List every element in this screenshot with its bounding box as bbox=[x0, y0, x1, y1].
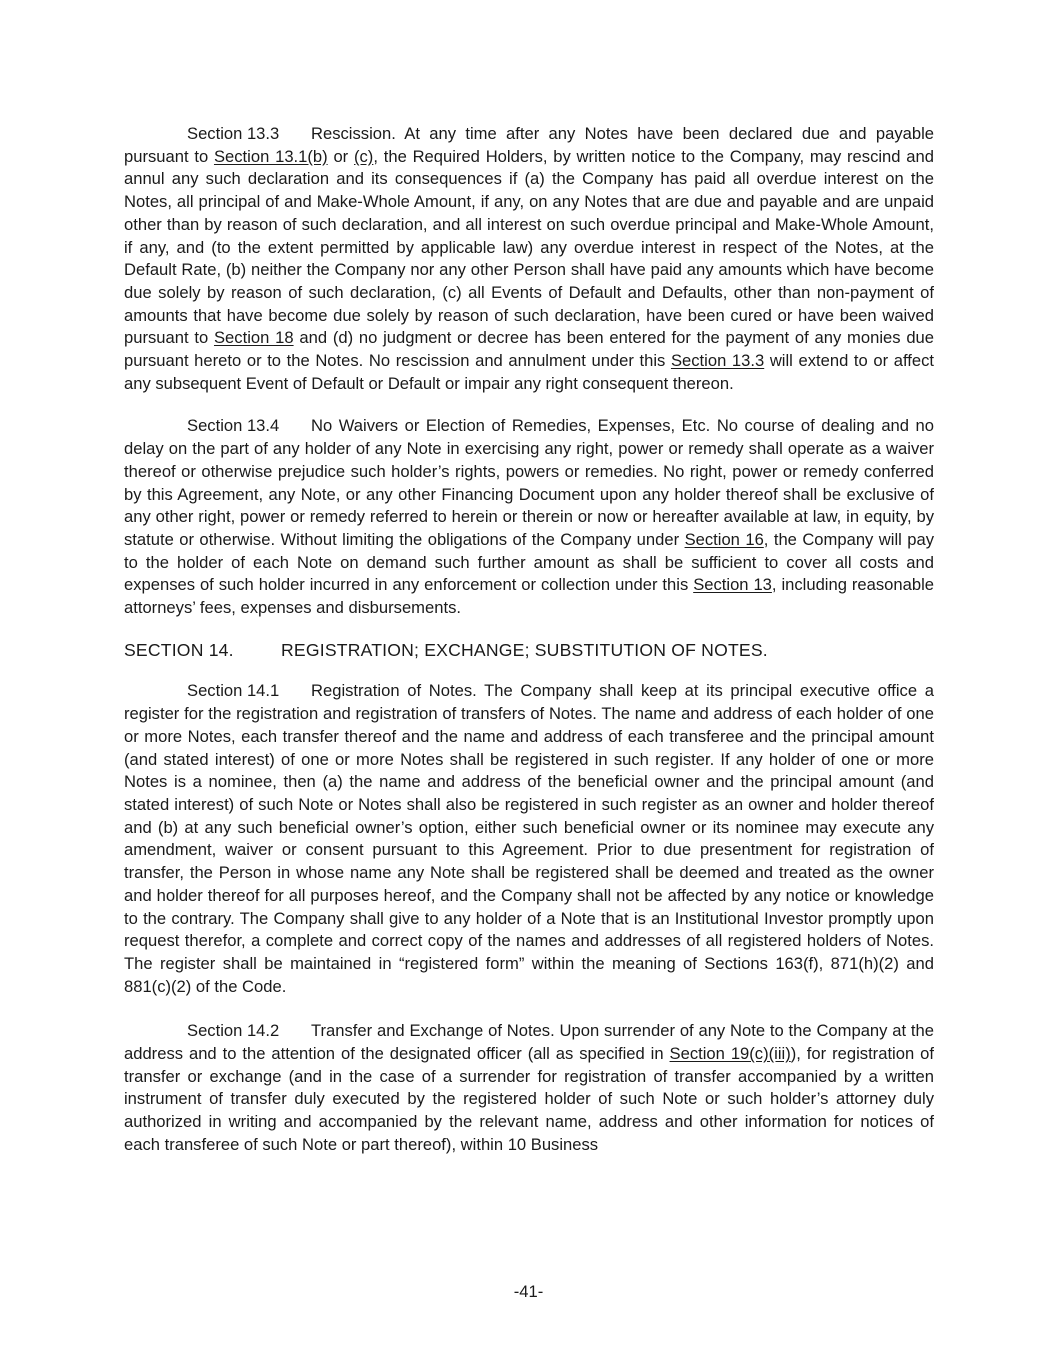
cross-reference-link[interactable]: Section 13.1(b) bbox=[213, 146, 328, 166]
cross-reference-link[interactable]: Section 19(c)(iii) bbox=[669, 1044, 791, 1064]
section-number: Section 13.4 bbox=[187, 416, 280, 436]
document-page bbox=[124, 123, 934, 1157]
section-title: Transfer and Exchange of Notes. bbox=[311, 1021, 555, 1041]
section-title: Rescission. bbox=[311, 124, 396, 143]
section-13-4-paragraph: Section 13.4 No Waivers or Election of Remedies, Expenses, Etc. No course of dealing and no delay on the part of any holder of any Note in exercising any right, power or remedy shall operate as a waiver thereof or otherwise prejudice such holder’s rights, powers or remedies. No right, power or remedy conferred by this Agreement, any Note, or any other Financing Document upon any holder thereof shall be exclusive of any other right, power or remedy referred to herein or therein or now or hereafter available at law, in equity, by statute or otherwise. Without limiting the obligations of the Company under Section 16, the Company will pay to the holder of each Note on demand such further amount as shall be sufficient to cover all costs and expenses of such holder incurred in any enforcement or collection under this Section 13, including reasonable attorneys’ fees, expenses and disbursements. bbox=[124, 416, 934, 618]
page-number: -41- bbox=[513, 1282, 544, 1301]
section-number: Section 14.1 bbox=[187, 681, 280, 701]
section-title: REGISTRATION; EXCHANGE; SUBSTITUTION OF NOTES. bbox=[281, 639, 768, 660]
section-title: Registration of Notes. bbox=[311, 681, 477, 701]
section-number: Section 13.3 bbox=[187, 124, 280, 143]
section-14-2-paragraph: Section 14.2 Transfer and Exchange of Notes. Upon surrender of any Note to the Company at the address and to the attention of the designated officer (all as specified in Section 19(c)(iii)), for registration of transfer or exchange (and in the case of a surrender for registration of transfer accompanied by a written instrument of transfer duly executed by the registered holder of such Note or such holder’s attorney duly authorized in writing and accompanied by the relevant name, address and other information for notices of each transferee of such Note or part thereof), within 10 Business bbox=[124, 1021, 934, 1154]
section-number: Section 14.2 bbox=[187, 1021, 280, 1041]
cross-reference-link[interactable]: (c) bbox=[353, 146, 374, 166]
cross-reference-link[interactable]: Section 13 bbox=[693, 575, 772, 595]
section-13-3-paragraph: Section 13.3 Rescission. At any time after any Notes have been declared due and payable pursuant to Section 13.1(b) or (c), the Required Holders, by written notice to the Company, may rescind and annul any such declaration and its consequences if (a) the Company has paid all overdue interest on the Notes, all principal of and Make-Whole Amount, if any, on any Notes that are due and payable and are unpaid other than by reason of such declaration, and all interest on such overdue principal and Make-Whole Amount, if any, and (to the extent permitted by applicable law) any overdue interest in respect of the Notes, at the Default Rate, (b) neither the Company nor any other Person shall have paid any amounts which have become due solely by reason of such declaration, (c) all Events of Default and Defaults, other than non-payment of amounts that have become due solely by reason of such declaration, have been cured or have been waived pursuant to Section 18 and (d) no judgment or decree has been entered for the payment of any monies due pursuant hereto or to the Notes. No rescission and annulment under this Section 13.3 will extend to or affect any subsequent Event of Default or Default or impair any right consequent thereon. bbox=[124, 124, 935, 393]
section-number: SECTION 14. bbox=[124, 639, 234, 660]
cross-reference-link[interactable]: Section 16 bbox=[684, 529, 764, 549]
cross-reference-link[interactable]: Section 13.3 bbox=[670, 351, 765, 371]
section-title: No Waivers or Election of Remedies, Expenses, Etc. bbox=[311, 416, 711, 436]
section-14-1-paragraph: Section 14.1 Registration of Notes. The Company shall keep at its principal executive office a register for the registration and registration of transfers of Notes. The name and address of each holder of one or more Notes, each transfer thereof and the name and address of each transferee and the principal amount (and stated interest) of one or more Notes shall be registered in such register. If any holder of one or more Notes is a nominee, then (a) the name and address of the beneficial owner and the principal amount (and stated interest) of such Note or Notes shall also be registered in such register as an owner and holder thereof and (b) at any such beneficial owner’s option, either such beneficial owner or its nominee may execute any amendment, waiver or consent pursuant to this Agreement. Prior to due presentment for registration of transfer, the Person in whose name any Note shall be registered shall be deemed and treated as the owner and holder thereof for all purposes hereof, and the Company shall not be affected by any notice or knowledge to the contrary. The Company shall give to any holder of a Note that is an Institutional Investor promptly upon request therefor, a complete and correct copy of the names and addresses of all registered holders of Notes. The register shall be maintained in “registered form” within the meaning of Sections 163(f), 871(h)(2) and 881(c)(2) of the Code. bbox=[124, 681, 935, 996]
cross-reference-link[interactable]: Section 18 bbox=[213, 328, 294, 348]
section-14-heading bbox=[124, 639, 934, 662]
